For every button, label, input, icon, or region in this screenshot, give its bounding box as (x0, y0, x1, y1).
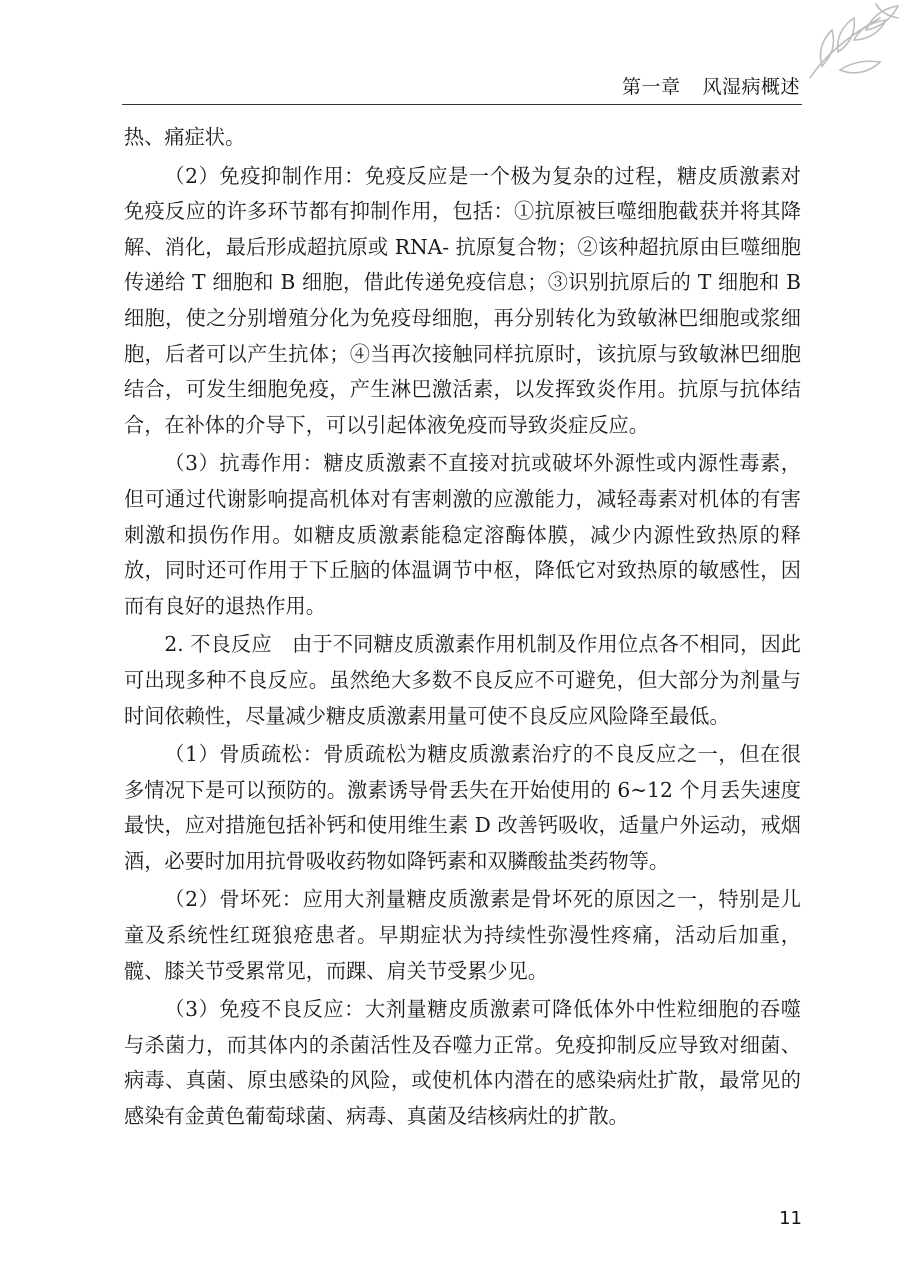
header-rule (122, 104, 802, 105)
paragraph: 热、痛症状。 (124, 125, 246, 149)
running-head (622, 72, 800, 99)
paragraph: 2. 不良反应 由于不同糖皮质激素作用机制及作用位点各不相同，因此可出现多种不良反应。虽然绝大多数不良反应不可避免，但大部分为剂量与时间依赖性，尽量减少糖皮质激素用量可使不良反应风险降至最低。 (124, 632, 801, 728)
paragraph: （3）免疫不良反应：大剂量糖皮质激素可降低体外中性粒细胞的吞噬与杀菌力，而其体内的杀菌活性及吞噬力正常。免疫抑制反应导致对细菌、病毒、真菌、原虫感染的风险，或使机体内潜在的感染病灶扩散，最常见的感染有金黄色葡萄球菌、病毒、真菌及结核病灶的扩散。 (124, 997, 801, 1129)
bamboo-leaf-icon (780, 0, 900, 80)
paragraph: （2）免疫抑制作用：免疫反应是一个极为复杂的过程，糖皮质激素对免疫反应的许多环节都有抑制作用，包括：①抗原被巨噬细胞截获并将其降解、消化，最后形成超抗原或 RNA- 抗原复合物；②该种超抗原由巨噬细胞传递给 T 细胞和 B 细胞，借此传递免疫信息；③识别抗原后的 T 细胞和 B 细胞，使之分别增殖分化为免疫母细胞，再分别转化为致敏淋巴细胞或浆细胞，后者可以产生抗体；④当再次接触同样抗原时，该抗原与致敏淋巴细胞结合，可发生细胞免疫，产生淋巴激活素，以发挥致炎作用。抗原与抗体结合，在补体的介导下，可以引起体液免疫而导致炎症反应。 (124, 163, 801, 437)
chapter-label: 第一章 (621, 76, 681, 98)
page-number: 11 (779, 1208, 802, 1229)
paragraph: （2）骨坏死：应用大剂量糖皮质激素是骨坏死的原因之一，特别是儿童及系统性红斑狼疮患者。早期症状为持续性弥漫性疼痛，活动后加重，髋、膝关节受累常见，而踝、肩关节受累少见。 (124, 887, 801, 983)
paragraph: （3）抗毒作用：糖皮质激素不直接对抗或破坏外源性或内源性毒素，但可通过代谢影响提高机体对有害刺激的应激能力，减轻毒素对机体的有害刺激和损伤作用。如糖皮质激素能稳定溶酶体膜，减少内源性致热原的释放，同时还可作用于下丘脑的体温调节中枢，降低它对致热原的敏感性，因而有良好的退热作用。 (124, 451, 801, 618)
chapter-title: 风湿病概述 (702, 76, 800, 98)
paragraph: （1）骨质疏松：骨质疏松为糖皮质激素治疗的不良反应之一，但在很多情况下是可以预防的。激素诱导骨丢失在开始使用的 6~12 个月丢失速度最快，应对措施包括补钙和使用维生素 D 改善钙吸收，适量户外运动，戒烟酒，必要时加用抗骨吸收药物如降钙素和双膦酸盐类药物等。 (124, 742, 801, 873)
body-text (124, 120, 801, 1135)
